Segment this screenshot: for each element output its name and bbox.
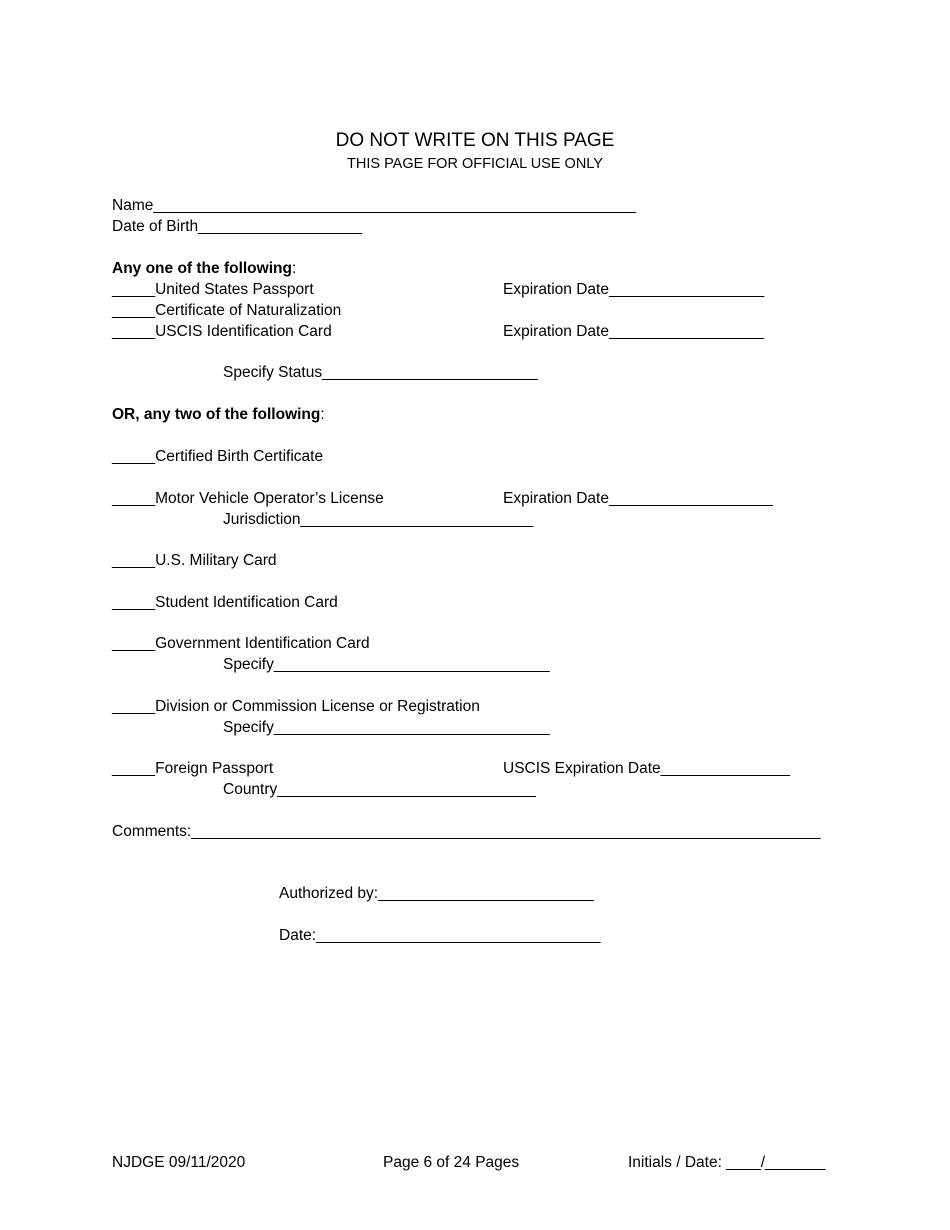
division-specify-field: Specify________________________________ [223, 719, 550, 736]
page-subtitle: THIS PAGE FOR OFFICIAL USE ONLY [347, 156, 603, 172]
authorized-by-field: Authorized by:_________________________ [279, 885, 594, 902]
naturalization-item: _____Certificate of Naturalization [112, 302, 342, 319]
license-expiration-field: Expiration Date___________________ [503, 490, 773, 507]
specify-status-field: Specify Status_________________________ [223, 364, 538, 381]
birth-certificate-item: _____Certified Birth Certificate [112, 448, 324, 465]
section-a-heading [112, 259, 296, 279]
footer-page-number: Page 6 of 24 Pages [383, 1154, 520, 1171]
comments-field: Comments:_________________________________________________________________________ [112, 823, 821, 840]
government-id-specify-field: Specify________________________________ [223, 656, 550, 673]
uscis-id-expiration-field: Expiration Date__________________ [503, 323, 765, 340]
government-id-item: _____Government Identification Card [112, 635, 370, 652]
military-card-item: _____U.S. Military Card [112, 552, 277, 569]
drivers-license-item: _____Motor Vehicle Operator’s License [112, 490, 384, 507]
country-field: Country______________________________ [223, 781, 536, 798]
footer-initials-date: Initials / Date: ____/_______ [628, 1154, 826, 1171]
uscis-id-item: _____USCIS Identification Card [112, 323, 332, 340]
foreign-passport-item: _____Foreign Passport [112, 760, 274, 777]
name-field: Name________________________________________________________ [112, 197, 637, 214]
section-a-heading-text: Any one of the following [112, 260, 292, 277]
dob-field: Date of Birth___________________ [112, 218, 362, 235]
passport-expiration-field: Expiration Date__________________ [503, 281, 765, 298]
authorization-date-field: Date:_________________________________ [279, 927, 601, 944]
student-id-item: _____Student Identification Card [112, 594, 338, 611]
section-a-colon: : [291, 260, 297, 277]
footer-form-id: NJDGE 09/11/2020 [112, 1154, 246, 1171]
jurisdiction-field: Jurisdiction___________________________ [223, 511, 534, 528]
division-license-item: _____Division or Commission License or Registration [112, 698, 480, 715]
section-b-heading [112, 405, 325, 425]
uscis-expiration-field: USCIS Expiration Date_______________ [503, 760, 790, 777]
us-passport-item: _____United States Passport [112, 281, 314, 298]
section-b-heading-text: OR, any two of the following [112, 406, 321, 423]
page-title: DO NOT WRITE ON THIS PAGE [335, 130, 615, 151]
section-b-colon: : [320, 406, 325, 423]
